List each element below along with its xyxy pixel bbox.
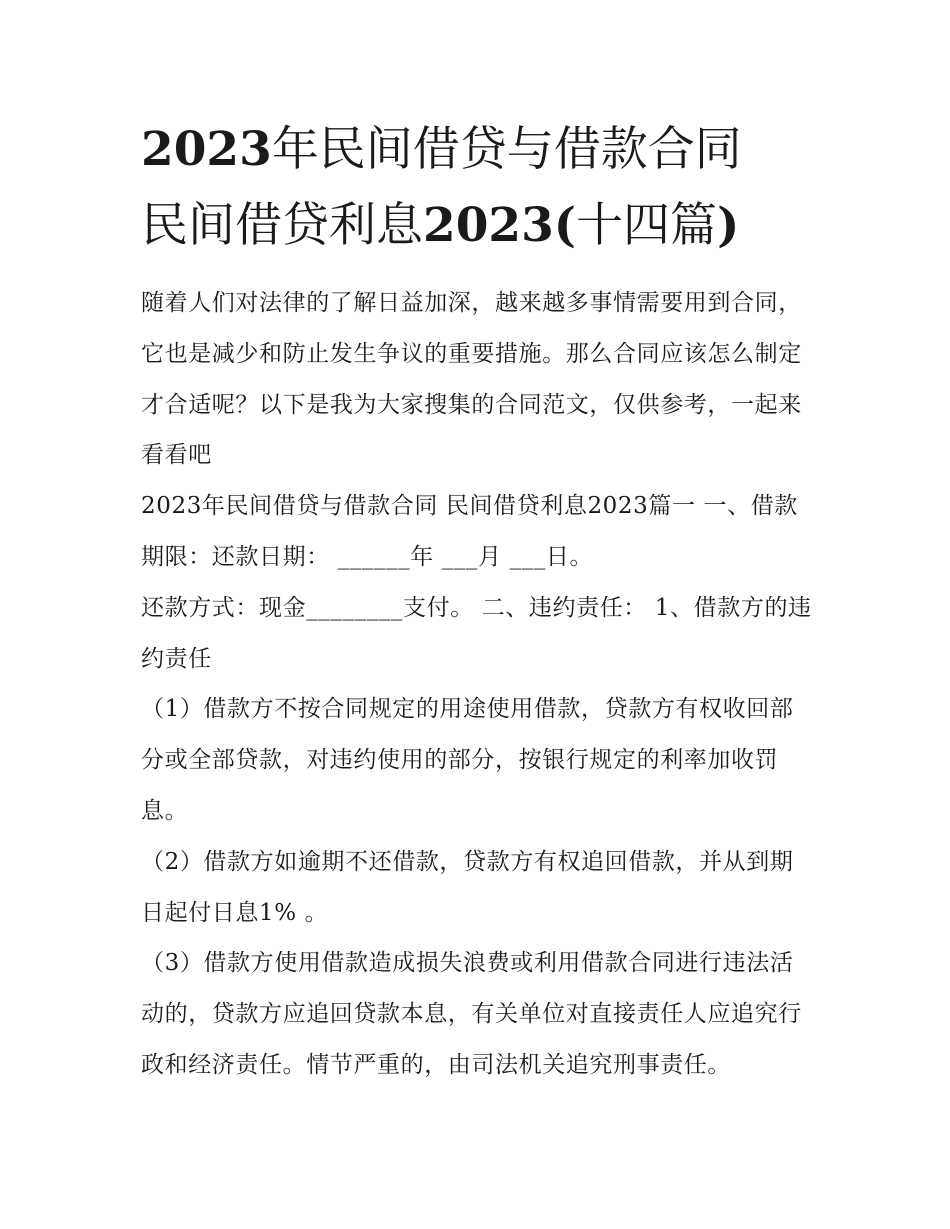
contract-term-paragraph: 2023年民间借贷与借款合同 民间借贷利息2023篇一 一、借款期限：还款日期： ______年 ___月 ___日。 bbox=[141, 493, 798, 570]
title-line-2: 民间借贷利息2023(十四篇) bbox=[141, 198, 740, 253]
intro-paragraph: 随着人们对法律的了解日益加深，越来越多事情需要用到合同，它也是减少和防止发生争议的重要措施。那么合同应该怎么制定才合适呢？以下是我为大家搜集的合同范文，仅供参考，一起来看看吧 bbox=[141, 290, 802, 469]
title-numeral: ) bbox=[717, 198, 740, 253]
document-title bbox=[141, 112, 816, 264]
clause-2-paragraph: （2）借款方如逾期不还借款，贷款方有权追回借款，并从到期日起付日息1% 。 bbox=[141, 848, 794, 926]
title-numeral: 2023( bbox=[423, 198, 577, 253]
title-line-1: 2023年民间借贷与借款合同 bbox=[141, 122, 742, 177]
repayment-paragraph: 还款方式：现金________支付。 二、违约责任： 1、借款方的违约责任 bbox=[141, 594, 812, 672]
document-body bbox=[141, 278, 816, 1091]
clause-1-paragraph: （1）借款方不按合同规定的用途使用借款，贷款方有权收回部分或全部贷款，对违约使用的部分，按银行规定的利率加收罚息。 bbox=[141, 696, 794, 824]
clause-3-paragraph: （3）借款方使用借款造成损失浪费或利用借款合同进行违法活动的，贷款方应追回贷款本息，有关单位对直接责任人应追究行政和经济责任。情节严重的，由司法机关追究刑事责任。 bbox=[141, 950, 802, 1078]
title-numeral: 2023 bbox=[141, 122, 272, 177]
